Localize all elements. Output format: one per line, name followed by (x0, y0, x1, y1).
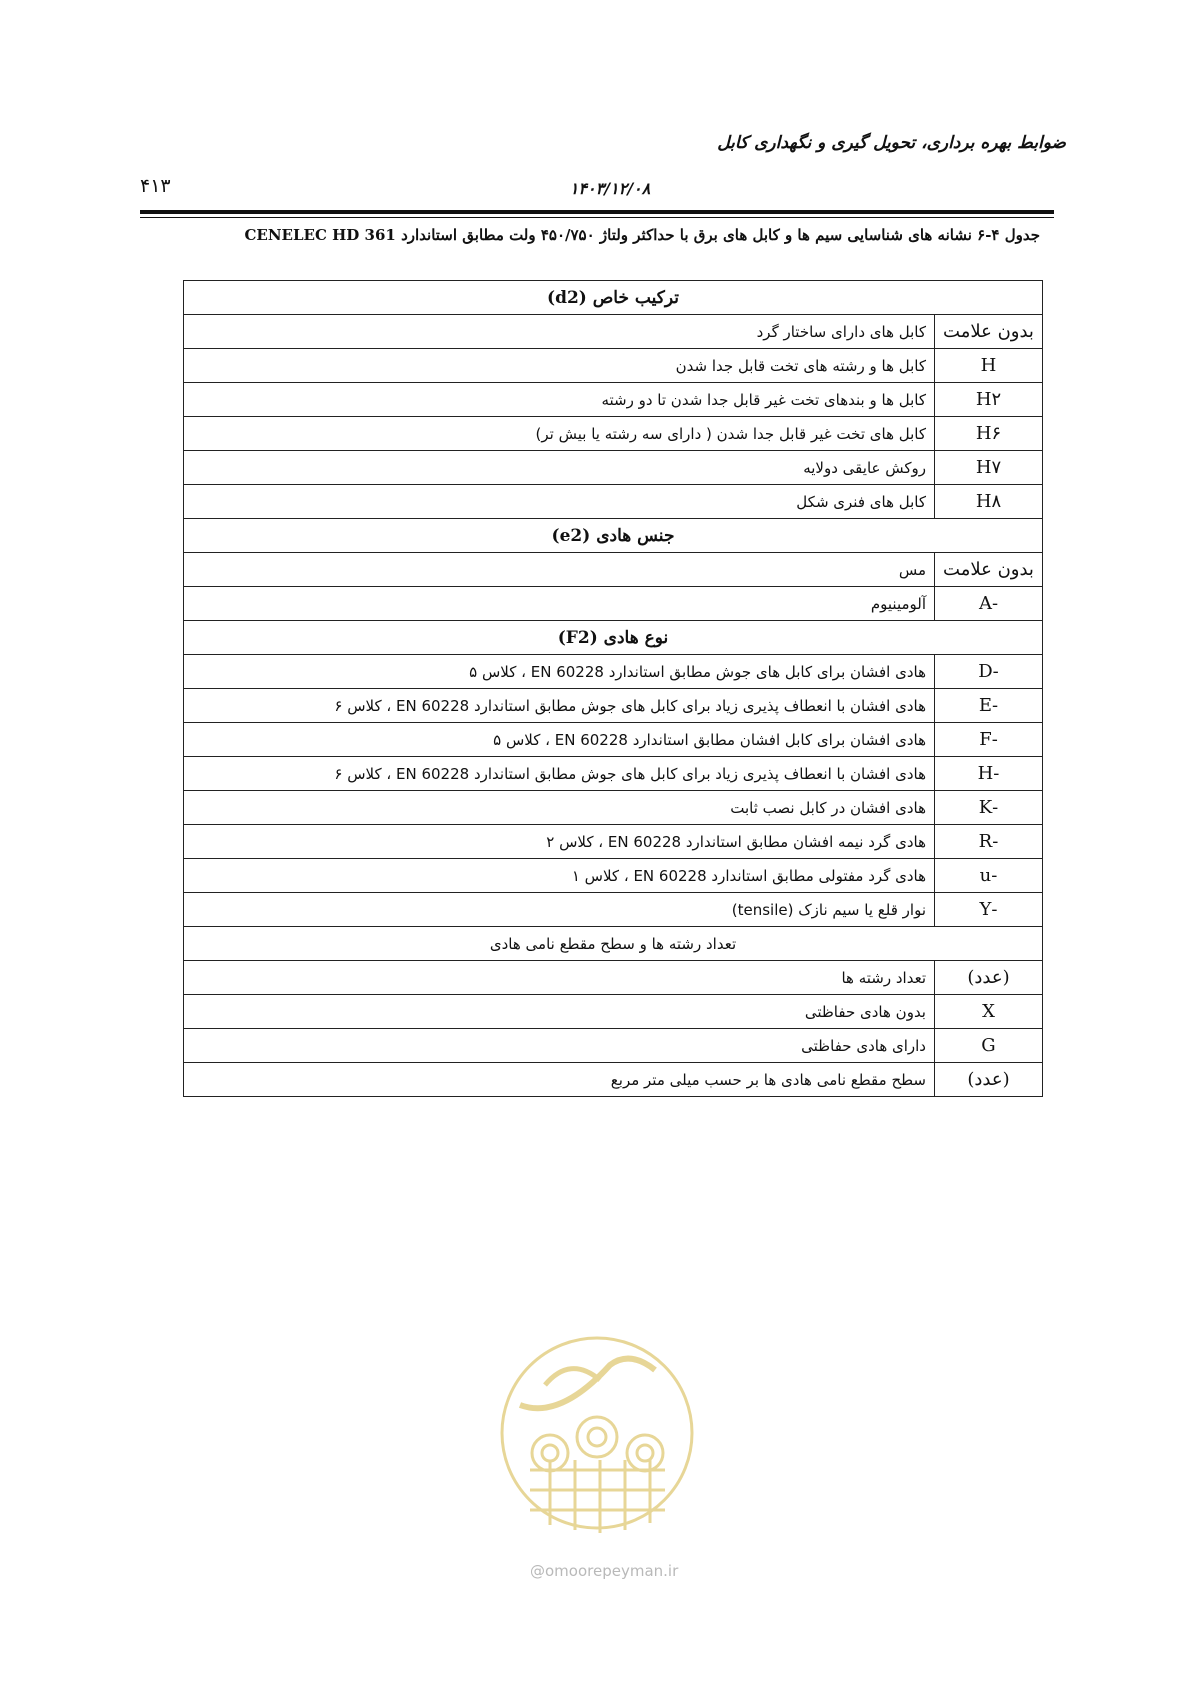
description-cell: هادی افشان برای کابل افشان مطابق استاندارد EN 60228 ، کلاس ۵ (184, 723, 935, 757)
description-cell: مس (184, 553, 935, 587)
watermark-url: @omoorepeyman.ir (530, 1562, 679, 1580)
table-row (184, 1063, 1043, 1097)
section-heading: جنس هادی (e2) (184, 519, 1043, 553)
code-cell: -R (935, 825, 1043, 859)
table-row (184, 383, 1043, 417)
code-cell: H۶ (935, 417, 1043, 451)
table-row (184, 553, 1043, 587)
table-row (184, 757, 1043, 791)
table-row (184, 1029, 1043, 1063)
description-cell: کابل ها و بندهای تخت غیر قابل جدا شدن تا دو رشته (184, 383, 935, 417)
table-row (184, 451, 1043, 485)
code-cell: G (935, 1029, 1043, 1063)
description-cell: نوار قلع یا سیم نازک (tensile) (184, 893, 935, 927)
description-cell: هادی افشان با انعطاف پذیری زیاد برای کابل های جوش مطابق استاندارد EN 60228 ، کلاس ۶ (184, 757, 935, 791)
code-cell: -D (935, 655, 1043, 689)
description-cell: سطح مقطع نامی هادی ها بر حسب میلی متر مربع (184, 1063, 935, 1097)
table-row (184, 689, 1043, 723)
page-number: ۴۱۳ (140, 175, 171, 197)
description-cell: هادی گرد مفتولی مطابق استاندارد EN 60228 ، کلاس ۱ (184, 859, 935, 893)
code-cell: بدون علامت (935, 553, 1043, 587)
code-cell: -u (935, 859, 1043, 893)
table-row (184, 655, 1043, 689)
code-cell: (عدد) (935, 961, 1043, 995)
table-row (184, 723, 1043, 757)
description-cell: دارای هادی حفاظتی (184, 1029, 935, 1063)
section-heading: ترکیب خاص (d2) (184, 281, 1043, 315)
table-section-row (184, 621, 1043, 655)
document-date: ۱۴۰۳/۱۲/۰۸ (569, 179, 651, 198)
table-row (184, 961, 1043, 995)
document-title: ضوابط بهره برداری، تحویل گیری و نگهداری کابل (717, 133, 1066, 153)
header-rule-thick (140, 210, 1054, 214)
table-row (184, 315, 1043, 349)
table-row (184, 417, 1043, 451)
code-cell: H۸ (935, 485, 1043, 519)
code-cell: H (935, 349, 1043, 383)
cable-code-table (183, 280, 1043, 1097)
code-cell: -Y (935, 893, 1043, 927)
description-cell: کابل های فنری شکل (184, 485, 935, 519)
code-cell: X (935, 995, 1043, 1029)
section-heading: نوع هادی (F2) (184, 621, 1043, 655)
code-cell: -F (935, 723, 1043, 757)
code-cell: -K (935, 791, 1043, 825)
code-cell: H۲ (935, 383, 1043, 417)
subsection-heading: تعداد رشته ها و سطح مقطع نامی هادی (184, 927, 1043, 961)
table-section-row (184, 281, 1043, 315)
description-cell: هادی افشان با انعطاف پذیری زیاد برای کابل های جوش مطابق استاندارد EN 60228 ، کلاس ۶ (184, 689, 935, 723)
description-cell: هادی افشان برای کابل های جوش مطابق استاندارد EN 60228 ، کلاس ۵ (184, 655, 935, 689)
code-cell: -E (935, 689, 1043, 723)
description-cell: تعداد رشته ها (184, 961, 935, 995)
header-rule-thin (140, 217, 1054, 218)
table-row (184, 825, 1043, 859)
code-cell: -H (935, 757, 1043, 791)
code-cell: H۷ (935, 451, 1043, 485)
description-cell: آلومینیوم (184, 587, 935, 621)
table-row (184, 893, 1043, 927)
description-cell: کابل های تخت غیر قابل جدا شدن ( دارای سه رشته یا بیش تر) (184, 417, 935, 451)
table-section-row (184, 519, 1043, 553)
watermark-logo (490, 1325, 705, 1555)
description-cell: کابل ها و رشته های تخت قابل جدا شدن (184, 349, 935, 383)
table-caption: جدول ۴-۶ نشانه های شناسایی سیم ها و کابل های برق با حداکثر ولتاژ ۴۵۰/۷۵۰ ولت مطابق استاندارد CENELEC HD 361 (244, 226, 1040, 244)
description-cell: کابل های دارای ساختار گرد (184, 315, 935, 349)
description-cell: بدون هادی حفاظتی (184, 995, 935, 1029)
table-row (184, 587, 1043, 621)
description-cell: هادی افشان در کابل نصب ثابت (184, 791, 935, 825)
table-row (184, 791, 1043, 825)
code-cell: بدون علامت (935, 315, 1043, 349)
table-row (184, 995, 1043, 1029)
table-row (184, 859, 1043, 893)
description-cell: روکش عایقی دولایه (184, 451, 935, 485)
description-cell: هادی گرد نیمه افشان مطابق استاندارد EN 60228 ، کلاس ۲ (184, 825, 935, 859)
table-plain-row (184, 927, 1043, 961)
table-row (184, 349, 1043, 383)
code-cell: -A (935, 587, 1043, 621)
code-cell: (عدد) (935, 1063, 1043, 1097)
table-row (184, 485, 1043, 519)
